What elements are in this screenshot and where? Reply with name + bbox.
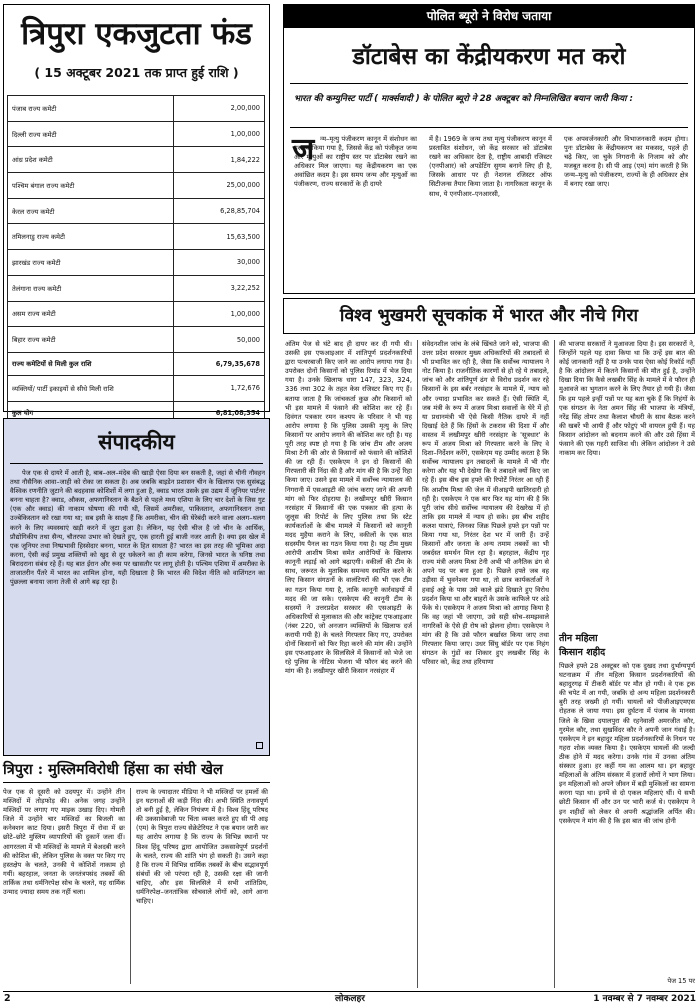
fund-row-amount: 3,22,252 — [174, 275, 265, 301]
hunger-col-3: की भाजपा सरकारों ने मुआवजा दिया है। इस सरकारों ने, जिन्होंने पहले यह दावा किया था कि उन्हें इस बात की कोई जानकारी नहीं है या उनके पास ऐसा कोई रिकॉर्ड नहीं है कि आंदोलन में कितने किसानों की मौत हुई है, उन्होंने दिखा दिया कि कैसे लखबीर सिंह के मामले में वे फौरन ही मुआवजे का भुगतान करने के लिए तैयार हो गयी हैं। जैसा कि हम पहले इन्हीं पन्नों पर यह बता चुके हैं कि निहंगों के एक संगठन के नेता अमन सिंह की भाजपा के मंत्रियों, नरेंद्र सिंह तोमर तथा कैलाश चौधरी के साथ बैठक करने की खबरें भी आयी हैं और फोटुएं भी वायरल हुयी हैं। यह किसान आंदोलन को बदनाम करने की और उसे हिंसा में फंसाने की एक गहरी साजिश थी। लेकिन आंदोलन ने उसे नाकाम कर दिया। — [559, 340, 695, 458]
fund-row-label: असम राज्य कमेटी — [8, 301, 174, 327]
fund-row — [8, 198, 265, 224]
fund-table — [7, 95, 265, 425]
fund-title: त्रिपुरा एकजुटता फंड — [21, 16, 252, 52]
fund-box — [3, 4, 270, 418]
editorial-title: संपादकीय — [98, 429, 175, 454]
database-kicker: पोलित ब्यूरो ने विरोध जताया — [284, 5, 694, 28]
database-article — [283, 4, 695, 294]
tripura-headline: त्रिपुरा : मुस्लिमविरोधी हिंसा का संघी खेल — [3, 760, 270, 783]
fund-row-label: दिल्ली राज्य कमेटी — [8, 121, 174, 147]
hunger-col-2: संवेदनशील जांच के लंबे खिंचते जाने को, भाजपा की उत्तर प्रदेश सरकार मुख्य अधिकारियों की तबादलों से भी प्रभावित कर रही है, जैसा कि सर्वोच्च न्यायालय ने नोट किया है। राजनीतिक कारणों से हो रहे ये तबादले, जांच को और शांतिपूर्ण ढंग से विरोध प्रदर्शन कर रहे किसानों के इस बर्बर नरसंहार के मामले में, न्याय को और ज्यादा प्रभावित कर सकते हैं। ऐसी स्थिति में, जब मंत्री के रूप में अजय मिश्रा सवालों के घेरे में हो या प्रधानमंत्री भी ऐसे किसी नैतिक दायरे में नहीं दिखाई देते हैं कि हिंसों के टकराव की दिशा में और वास्तव में लखीमपुर खीरी नरसंहार के 'सूत्रधार' के रूप में अजय मिश्रा को गिरफ्तार करने के लिए वे दिशा–निर्देशन करेंगे, एसकेएम यह उम्मीद करता है कि सर्वोच्च न्यायालय इन तबादलों के मामले में भी गौर करेगा और यह भी देखेगा कि ये तबादले क्यों किए जा रहे हैं। इस बीच इस हफ्ते की रिपोर्टें निरंतर आ रही हैं कि आशीष मिश्रा की जेल में वीआइपी खातिरदारी हो रही है। एसकेएम ने एक बार फिर यह मांग की है कि पूरी जांच सीधे सर्वोच्च न्यायालय की देखरेख में हो ताकि इस मामले में न्याय हो सके। इस बीच शहीद कलश यात्राएं, जिनका जिक्र पिछले हफ्ते इन पन्नों पर किया गया था, निरंतर देश भर में जारी हैं। उन्हें किसानों और जनता के अन्य तमाम तबकों का भी जबर्दस्त समर्थन मिल रहा है। बहरहाल, केंद्रीय गृह राज्य मंत्री अजय मिश्रा टेनी अभी भी अनैतिक ढंग से अपने पद पर बना हुआ है। पिछले हफ्ते जब वह उड़ीसा में भुवनेश्वर गया था, तो छात्र कार्यकर्ताओं ने हवाई अड्डे के पास उसे काले झंडे दिखाते हुए विरोध प्रदर्शन किया था और बाहरों के उसके काफिले पर अंडे फेंके थे। एसकेएम ने अजय मिश्रा को आगाह किया है कि वह जहां भी जाएगा, उसे सही सोच–समझवाले नागरिकों के ऐसे ही रोष को झेलना होगा। एसकेएम ने मांग की है कि उसे फौरन बर्खास्त किया जाए तथा गिरफ्तार किया जाए। उधर सिंघु बॉर्डर पर एक निहंग संगठन के गुंडों का शिकार हुए लखबीर सिंह के परिवार को, केंद्र तथा हरियाणा — [422, 340, 549, 667]
tripura-col-1: पेज एक से दूसरी को उदयपुर में। उन्होंने तीन मस्जिदों में तोड़फोड़ की। अनेक जगह उन्होंने मस्जिदों पर लगाए गए माइक उखाड़ दिए। गोमती जिले में उन्होंने चार मस्जिदों का बिजली का कनेक्शन काट दिया। इसरी त्रिपुरा में रोवा में छः छोटे–छोटे मुस्लिम व्यापारियों की दुकानें जला दीं। आगरतला में भी मस्जिदों के मामले में बेअदबी करने की कोशिश की, लेकिन पुलिस के वक्त पर किए गए हस्तक्षेप के चलते, उनकी ये कोशिशें नाकाम हो गयीं। बहरहाल, जनता के जनतंत्रपसंद तबकों की तार्किक तथा धर्मनिरपेक्ष सोच के चलते, यह धार्मिक उन्माद ज्यादा समय तक नहीं चला। — [3, 788, 125, 897]
fund-individual-amount: 1,72,676 — [174, 375, 265, 401]
database-dropcap: ज — [292, 132, 315, 167]
fund-row — [8, 327, 265, 353]
hunger-col-divider-2 — [554, 340, 555, 988]
fund-subtitle: ( 15 अक्टूबर 2021 तक प्राप्त हुई राशि ) — [34, 65, 239, 80]
fund-row-label: झारखंड राज्य कमेटी — [8, 250, 174, 276]
fund-row-label: तमिलनाडु राज्य कमेटी — [8, 224, 174, 250]
footer-date: 1 नवम्बर से 7 नवम्बर 2021 — [593, 994, 696, 1004]
database-rule-2 — [290, 127, 688, 128]
editorial-text: पेज एक से दायरे में आती है, बाब–अल–मंदेब की खाड़ी ऐसा दिया बन सकती है, जहां से चीनी नौवहन तथा नौसैनिक आवा–जाही को रोका जा सकता है। अब जबकि बाइडेन प्रशासन चीन के खिलाफ एक सुसंबद्ध वैश्विक रणनीति जुटाने की बदहवास कोशिशों में लगा हुआ है, क्वाड भारत उसके इस उद्यम में जूनियर पार्टनर बनना चाहता है? क्वाड, औकस, अफगानिस्तान के बैठने से पहले मध्य एशिया के लिए चार देशों के जिस गुट (एक और क्वाड) की नाकाम घोषणा की गयी थी, जिसमें अमरीका, पाकिस्तान, अफगानिस्तान तथा उज्बेकिस्तान को रखा गया था; सब इसी के साक्ष्य हैं कि अमरीका, चीन की घेरेबंदी करने वाला अलग–थलग करने के लिए व्यवस्थाएं खड़ी करने में जुटा हुआ है। लेकिन, यह ऐसी चीज है जो चीन के आर्थिक, प्रौद्योगिकीय तथा सैन्य, चौतरफा उभार को देखते हुए, एक हारती हुई बाजी नजर आती है। क्या इस खेल में एक जूनियर तथा निष्प्रभावी हिस्सेदार बनना, भारत के हित साधता है? भारत का इस तरह की भूमिका अदा करना, ऐसी कई प्रमुख शक्तियों को खुद से दूर धकेलने का ही काम करेगा, जिनसे भारत के घनिष्ठ तथा बिरादराना संबंध रहे हैं। यह बात ईरान और रूस पर खासतौर पर लागू होती है। पश्चिम एशिया में अमरीका के ताजातरीन पैंतरे में भारत का शामिल होना, यही दिखाता है कि भारत की विदेश नीति को वाशिंगटन का पुंछल्ला बनाया जाना तेजी से आगे बढ़ रहा है। — [10, 469, 265, 587]
hunger-headline: विश्व भुखमरी सूचकांक में भारत और नीचे गिरा — [339, 306, 639, 326]
footer-rule — [3, 991, 695, 992]
fund-row-label: आंध्र प्रदेश कमेटी — [8, 147, 174, 173]
footer-page-number: 2 — [4, 993, 11, 1004]
fund-row — [8, 147, 265, 173]
hunger-headline-box — [283, 298, 695, 334]
fund-row-label: तेलंगाना राज्य कमेटी — [8, 275, 174, 301]
editorial-rule — [10, 463, 263, 464]
tripura-col-divider — [130, 788, 131, 984]
fund-row-amount: 15,63,500 — [174, 224, 265, 250]
fund-row — [8, 173, 265, 199]
hunger-continued: पेज 15 पर — [667, 977, 695, 985]
hunger-col-divider-1 — [417, 340, 418, 988]
fund-state-total-label: राज्य कमेटियों से मिली कुल राशि — [8, 352, 174, 375]
fund-row-amount: 2,00,000 — [174, 96, 265, 122]
fund-row — [8, 301, 265, 327]
fund-individual-label: व्यक्तियों/ पार्टी इकाइयों से सीधे मिली राशि — [8, 375, 174, 401]
fund-row-amount: 1,84,222 — [174, 147, 265, 173]
fund-row-label: बिहार राज्य कमेटी — [8, 327, 174, 353]
fund-row — [8, 250, 265, 276]
tripura-article — [3, 760, 270, 988]
hunger-subhead-2: किसान शहीद — [559, 647, 606, 658]
fund-row — [8, 224, 265, 250]
fund-row — [8, 96, 265, 122]
fund-row — [8, 121, 265, 147]
database-headline: डॉटाबेस का केंद्रीयकरण मत करो — [352, 43, 626, 70]
end-mark-icon — [256, 742, 263, 749]
database-col-2: में है। 1969 के जन्म तथा मृत्यु पंजीकरण कानून में प्रस्तावित संशोधन, जो केंद्र सरकार को डॉटाबेस रखने का अधिकार देता है, राष्ट्रीय आबादी रजिस्टर (एनपीआर) को अपडेटिंग सुगम बनाने लिए ही है, जिसके आधार पर ही नेशनल रजिस्टर ऑफ सिटीजन्स तैयार किया जाता है। नागरिकता कानून के साथ, ये एनपीआर–एनआरसी, — [429, 135, 552, 198]
fund-row-amount: 6,28,85,704 — [174, 198, 265, 224]
hunger-col-3b: पिछले हफ्ते 28 अक्टूबर को एक दुखद तथा दुर्भाग्यपूर्ण घटनाक्रम में तीन महिला किसान प्रदर्शनकारियों की बहादुरगढ़ में टीकरी बॉर्डर पर मौत हो गयी। वे एक ट्रक की चपेट में आ गयी, जबकि दो अन्य महिला प्रदर्शनकारी बुरी तरह जख्मी हो गयीं। घायलों को पीजीआइएमएस रोहतक ले जाया गया। इस दुर्घटना में पंजाब के मानसा जिले के खिवा दयालपुरा की रहनेवाली अमरजीत कौर, गुरमेल कौर, तथा सुखविंदर कौर ने अपनी जान गंवाई है। एसकेएम ने इन बहादुर महिला प्रदर्शनकारियों के निधन पर गहरा शोक व्यक्त किया है। एसकेएम घायलों की जल्दी ठीक होने में मदद करेगा। उनके गांव में उनका अंतिम संस्कार हुआ। हर कहीं गम का आलम था। इन बहादुर महिलाओं के अंतिम संस्कार में हजारों लोगों ने भाग लिया। इन महिलाओं को अपने जीवन में बड़ी मुश्किलों का सामना करना पड़ा था। इनमें से दो एकल महिलाएं थीं। ये सभी छोटी किसान थीं और उन पर भारी कर्ज थे। एसकेएम ने इन शहीदों को लेकर से अपनी श्रद्धांजलि अर्पित की। एसकेएम ने मांग की है कि इस बात की जांच होनी — [559, 662, 695, 825]
fund-row-label: पंजाब राज्य कमेटी — [8, 96, 174, 122]
database-col-3: एक अपवर्जनकारी और विभाजनकारी कदम होगा। पुनः डॉटाबेस के केंद्रीयकरण का मकसद, पहले ही चढ़े किए, जा चुके निगरानी के निजाम को और मजबूत करना है। सी पी आइ (एम) मांग करती है कि जन्म–मृत्यु को पंजीकरण, राज्यों के ही अधिकार क्षेत्र में बनाए रखा जाए। — [564, 135, 688, 189]
fund-row-label: केरल राज्य कमेटी — [8, 198, 174, 224]
fund-grand-total-label: कुल योग — [8, 401, 174, 424]
fund-row-amount: 1,00,000 — [174, 121, 265, 147]
database-intro: भारत की कम्युनिस्ट पार्टी ( मार्क्सवादी ) के पोलित ब्यूरो ने 28 अक्टूबर को निम्नलिखित बयान जारी किया : — [294, 94, 633, 104]
fund-row-amount: 50,000 — [174, 327, 265, 353]
fund-row — [8, 275, 265, 301]
fund-individual-row — [8, 375, 265, 401]
fund-row-amount: 25,00,000 — [174, 173, 265, 199]
fund-state-total-amount: 6,79,35,678 — [174, 352, 265, 375]
fund-row-amount: 30,000 — [174, 250, 265, 276]
editorial-box — [3, 418, 270, 756]
database-col-1: न्म–मृत्यु पंजीकरण कानून में संशोधन का प्रस्ताव किया गया है, जिससे केंद्र को पंजीकृत जन्म और मृत्युओं का राष्ट्रीय स्तर पर डॉटाबेस रखने का अधिकार मिल जाएगा। यह केंद्रीयकरण का एक अवांछित कदम है। इस समय जन्म और मृत्युओं का पंजीकरण, राज्य सरकारों के ही दायरे — [294, 135, 417, 189]
fund-grand-total-amount: 6,81,08,354 — [174, 401, 265, 424]
hunger-col-1: अंतिम पेज से घंटे बाद ही दायर कर दी गयी थी। उसकी इस एफआइआर में शांतिपूर्ण प्रदर्शनकारियों द्वारा पत्थरबाजी किए जाने का आरोप लगाया गया है। उपरोक्त दोनों किसानों को पुलिस रिमांड में भेज दिया गया है। उनके खिलाफ धारा 147, 323, 324, 336 तथा 302 के तहत केस रजिस्टर किए गए हैं। बताया जाता है कि जांचकर्ता कुछ और किसानों को भी इस मामले में फंसाने की कोशिश कर रहे हैं। दिवंगत पत्रकार रमन कश्यप के परिवार ने भी यह आरोप लगाया है कि पुलिस उसकी मृत्यु के लिए किसानों पर आरोप लगाने की कोशिश कर रही है। यह पूरी तरह स्पष्ट हो गया है कि जांच टीम और अजय मिश्रा टेनी की ओर से किसानों को फंसाने की कोशिशें की जा रही हैं। एसकेएम ने इन दो किसानों की गिरफ्तारी की निंदा की है और मांग की है कि उन्हें रिहा किया जाए। उसने इस मामले में सर्वोच्च न्यायालय की निगरानी में एसआइटी की जांच कराए जाने की अपनी मांग को फिर दोहराया है। लखीमपुर खीरी किसान नरसंहार में किसानों की एक पत्रकार की हत्या के जुलूस की रिपोर्ट के लिए पुलिस तथा कि स्टेट कार्यकर्ताओं के बीच मामले में किसानों को कानूनी मदद मुहैया कराने के लिए, वकीलों के एक सात सदस्यीय पैनल का गठन किया गया है। यह टीम मुख्य आरोपी आशीष मिश्रा समेत आरोपियों के खिलाफ कानूनी लड़ाई को आगे बढ़ाएगी। वकीलों की टीम के साथ, जरूरत के मुताबिक समन्वय स्थापित करने के लिए किसान संगठनों के वालंटियरों की भी एक टीम का गठन किया गया है, ताकि कानूनी कार्रवाइयों में मदद की जा सके। एसकेएम की कानूनी टीम के सदस्यों ने उत्तरप्रदेश सरकार की एसआइटी के अधिकारियों से मुलाकात की और कांट्रेक्ट एफआइआर (नंबर 220, जो अनजान व्यक्तियों के खिलाफ दर्ज करायी गयी है) के चलते गिरफ्तार किए गए, उपरोक्त दोनों किसानों को फिर रिहा करने की मांग की। उन्होंने इस एफआइआर के सिलसिले में किसानों को भेजे जा रहे पुलिस के नोटिस भेजना भी फौरन बंद करने की मांग की है। लखीमपुर खीरी किसान नरसंहार में — [285, 340, 412, 676]
fund-row-label: पश्चिम बंगाल राज्य कमेटी — [8, 173, 174, 199]
database-rule-1 — [290, 83, 688, 84]
tripura-col-2: राज्य के ज्यादातर मीडिया ने भी मस्जिदों पर हमलों की इन घटनाओं की कड़ी निंदा की। अभी स्थिति तनावपूर्ण तो बनी हुई है, लेकिन नियंत्रण में है। विश्व हिंदू परिषद की उकसावेबाजी पर चिंता व्यक्त करते हुए सी पी आइ (एम) के त्रिपुरा राज्य सेक्रेटेरियट ने एक बयान जारी कर यह आरोप लगाया है कि राज्य के विभिन्न स्थानों पर विश्व हिंदू परिषद द्वारा आयोजित उकसावेपूर्ण प्रदर्शनों के चलते, राज्य की शांति भंग हो सकती है। उसने कहा है कि राज्य में विभिन्न धार्मिक तबकों के बीच सद्भावपूर्ण संबंधों की जो परंपरा रही है, उसकी रक्षा की जानी चाहिए, और इस सिलसिले में सभी शांतिप्रिय, धर्मनिरपेक्ष–जनतांत्रिक सोचवाले लोगों को, आगे आना चाहिए। — [136, 788, 268, 906]
fund-state-total-row — [8, 352, 265, 375]
footer-masthead: लोकलहर — [335, 994, 365, 1004]
fund-row-amount: 1,00,000 — [174, 301, 265, 327]
hunger-subhead-1: तीन महिला — [559, 633, 598, 644]
